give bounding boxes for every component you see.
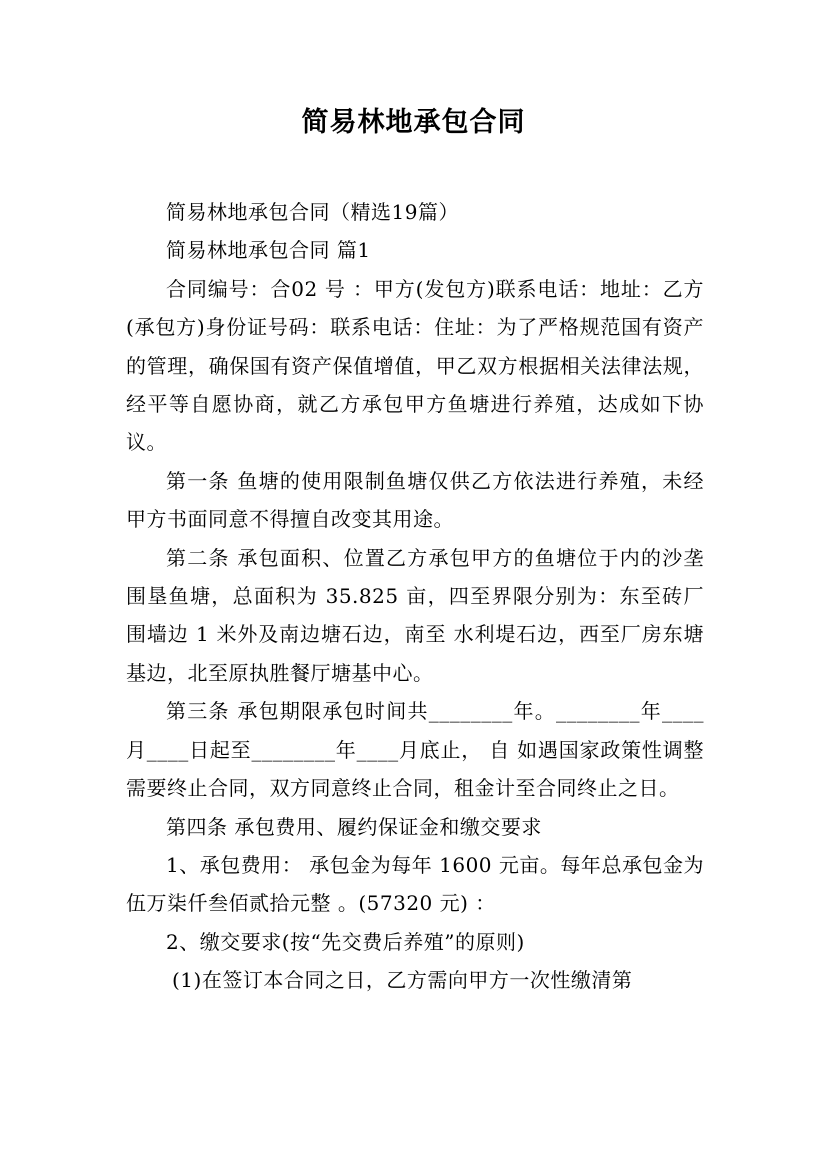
paragraph-article-2: 第二条 承包面积、位置乙方承包甲方的鱼塘位于内的沙垄围垦鱼塘，总面积为 35.825 亩，四至界限分别为：东至砖厂围墙边 1 米外及南边塘石边，南至 水利堤石边，西至厂房东塘基边，北至原执胜餐厅塘基中心。 bbox=[126, 545, 704, 685]
paragraph-article-3: 第三条 承包期限承包时间共________年。________年____月____日起至________年____月底止， 自 如遇国家政策性调整需要终止合同，双方同意终止合同，租金计至合同终止之日。 bbox=[126, 699, 704, 801]
paragraph-article-1: 第一条 鱼塘的使用限制鱼塘仅供乙方依法进行养殖，未经甲方书面同意不得擅自改变其用途。 bbox=[126, 468, 704, 532]
section-heading: 简易林地承包合同 篇1 bbox=[166, 238, 371, 263]
paragraph-payment-requirement: 2、缴交要求(按“先交费后养殖”的原则) bbox=[166, 929, 525, 954]
document-title: 简易林地承包合同 bbox=[301, 107, 526, 138]
document-body bbox=[126, 193, 704, 1000]
paragraph-payment-item-1: (1)在签订本合同之日，乙方需向甲方一次性缴清第 bbox=[172, 968, 633, 993]
document-subtitle: 简易林地承包合同（精选19篇） bbox=[166, 200, 459, 224]
paragraph-article-4: 第四条 承包费用、履约保证金和缴交要求 bbox=[166, 814, 542, 839]
paragraph-parties: 合同编号：合02 号 ：甲方(发包方)联系电话：地址：乙方(承包方)身份证号码：联系电话：住址：为了严格规范国有资产的管理，确保国有资产保值增值，甲乙双方根据相关法律法规，经平等自愿协商，就乙方承包甲方鱼塘进行养殖，达成如下协议。 bbox=[126, 276, 704, 455]
paragraph-fee: 1、承包费用： 承包金为每年 1600 元亩。每年总承包金为伍万柒仟叁佰贰拾元整 。(57320 元) ： bbox=[126, 852, 704, 916]
